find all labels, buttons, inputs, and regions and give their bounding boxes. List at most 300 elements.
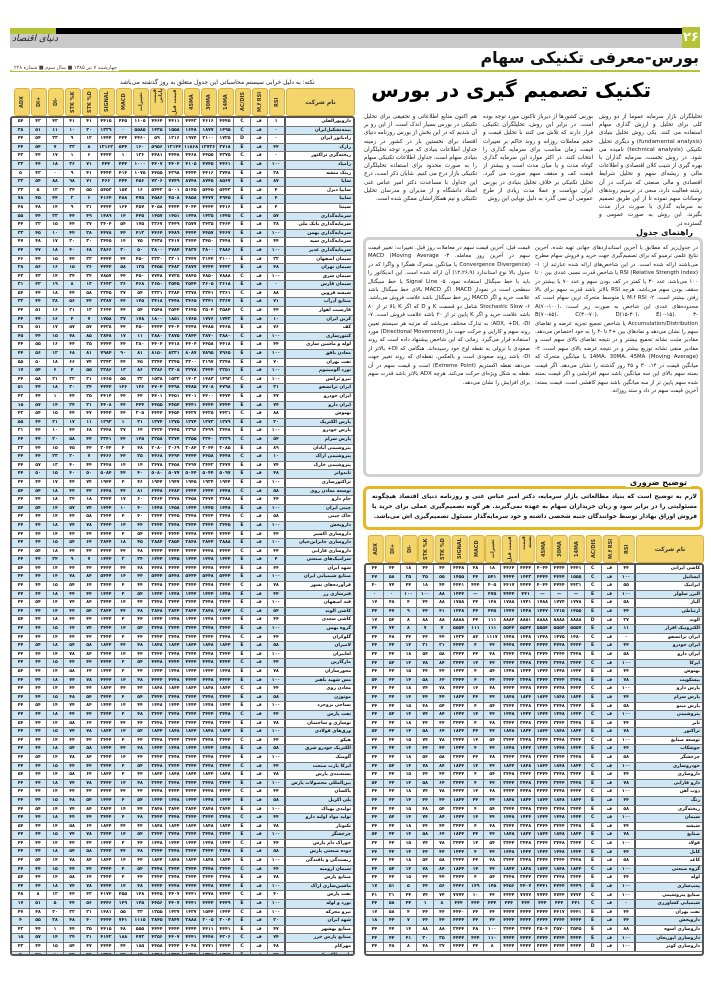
value-cell: ۱۸۴۸ <box>517 763 534 771</box>
value-cell: ۴۸ <box>483 788 500 796</box>
value-cell: ۱۸ <box>46 883 63 891</box>
value-cell: ۲۲۰۱ <box>165 256 182 264</box>
value-cell: ۴۴۴۴ <box>550 943 567 951</box>
value-cell: D <box>584 617 601 625</box>
value-cell: ۱۳۵۵ <box>148 909 165 917</box>
value-cell: ۲۵۸۴ <box>216 307 233 315</box>
table-row <box>12 797 353 806</box>
value-cell: ۴۴ <box>416 599 433 607</box>
value-cell: ۴۰ <box>131 470 148 478</box>
value-cell: ۱۷۵ <box>131 221 148 229</box>
value-cell: E <box>584 591 601 599</box>
value-cell: ۴۴ <box>383 874 400 882</box>
value-cell: ۱۴ <box>46 840 63 848</box>
value-cell: ۴۴۴۴ <box>199 204 216 212</box>
value-cell: ۴۴ <box>416 797 433 805</box>
value-cell: ۴ <box>114 445 131 453</box>
value-cell: ۴۴ <box>267 496 284 504</box>
value-cell: ۴۱۴ <box>114 170 131 178</box>
company-name-cell: سیمان اصفهان <box>284 256 353 264</box>
value-cell: ۴۴ <box>617 745 634 753</box>
value-cell: ۳۳ <box>17 187 24 193</box>
value-cell: E <box>233 728 250 736</box>
value-cell: ۲۸۴۵ <box>148 917 165 925</box>
page-number: ۲۶ <box>682 27 700 48</box>
value-cell: ۴۴ <box>17 660 24 666</box>
value-cell: ۵۱ <box>17 385 24 391</box>
value-cell: ۴۴ <box>63 488 80 496</box>
value-cell: ۱۴۴۸ <box>199 840 216 848</box>
value-cell: ۲۴۴۴ <box>450 677 467 685</box>
value-cell: ۴۴ <box>267 659 284 667</box>
value-cell: ۴۴ <box>29 616 46 624</box>
value-cell: ۴۴ <box>267 840 284 848</box>
company-name-cell: ساپا <box>284 178 353 186</box>
value-cell: ۱۸ <box>46 161 63 169</box>
value-cell: ۶۴ <box>433 831 450 839</box>
value-cell: ۱۴۴۴ <box>216 556 233 564</box>
value-cell: ۲۱۰۰ <box>216 256 233 264</box>
value-cell: ۱۴۴۴ <box>534 711 551 719</box>
value-cell: ۴۴۵۸ <box>199 341 216 349</box>
value-cell: ۷۷۷۷ <box>517 892 534 900</box>
value-cell: ۱۸۴۴ <box>567 831 584 839</box>
value-cell: ۴۴ <box>433 909 450 917</box>
value-cell: ۱۱ <box>46 127 63 135</box>
value-cell: ۵ <box>400 883 417 891</box>
value-cell: ۵۰۴۴ <box>199 470 216 478</box>
value-cell: E <box>233 823 250 831</box>
value-cell: ۱۴۵۵ <box>567 608 584 616</box>
value-cell: ۴۴ <box>383 771 400 779</box>
value-cell: ۱۴ <box>114 806 131 814</box>
value-cell: ۱۰۰ <box>267 831 284 839</box>
value-cell: E <box>233 874 250 882</box>
value-cell: ۷۸ <box>617 831 634 839</box>
value-cell: ۴۸ <box>131 445 148 453</box>
value-cell: ۱۸۴۴ <box>567 728 584 736</box>
value-cell: ۴۲ <box>29 281 46 289</box>
value-cell: ۴۴۰۷ <box>148 161 165 169</box>
value-cell: ۴۴ <box>29 436 46 444</box>
table-row <box>12 213 353 222</box>
value-cell: C <box>584 565 601 573</box>
value-cell: ۱۴۷۵ <box>550 634 567 642</box>
value-cell: ۱۸۴۸ <box>550 866 567 874</box>
company-name-cell: شیمیایی کشاورزی <box>634 900 702 908</box>
table-row <box>12 780 353 789</box>
table-row <box>12 221 353 230</box>
value-cell: ۵۴ <box>80 608 97 616</box>
value-cell: ف <box>601 694 618 702</box>
value-cell: ۱۴۴۴ <box>165 840 182 848</box>
value-cell: ۲۴۴۴ <box>97 513 114 521</box>
value-cell: ۴۴ <box>17 376 24 382</box>
value-cell: ۲۴۴۸ <box>199 582 216 590</box>
value-cell: ۳۳۸۷ <box>97 298 114 306</box>
value-cell: ۵۴ <box>29 806 46 814</box>
left-table-body <box>10 116 355 956</box>
table-row <box>366 599 702 608</box>
value-cell: ۲۵ <box>80 926 97 934</box>
value-cell: ۴۴ <box>17 144 24 150</box>
table-row <box>12 702 353 711</box>
value-cell: ۴۴ <box>416 917 433 925</box>
value-cell: ۱۴۴۸ <box>450 608 467 616</box>
value-cell: ۱۴۴۸ <box>500 634 517 642</box>
value-cell: E <box>233 573 250 581</box>
value-cell: ۴۴۴۱ <box>450 582 467 590</box>
value-cell: ۱۴ <box>114 831 131 839</box>
table-row <box>12 814 353 823</box>
value-cell: ۴۴ <box>63 659 80 667</box>
value-cell: ۱۴ <box>114 754 131 762</box>
value-cell: ۵۸ <box>416 831 433 839</box>
table-row <box>12 608 353 617</box>
value-cell: ۴۴۴۸ <box>550 642 567 650</box>
value-cell: ۴۴ <box>29 711 46 719</box>
value-cell: ف <box>601 831 618 839</box>
value-cell: ۱۸۴۴ <box>500 763 517 771</box>
company-name-cell: کف <box>284 324 353 332</box>
value-cell: ۲۰ <box>46 436 63 444</box>
table-row <box>12 419 353 428</box>
value-cell: ف <box>250 427 267 435</box>
value-cell: ۴۴ <box>131 599 148 607</box>
value-cell: C <box>233 943 250 951</box>
value-cell: ۴۴۴۸ <box>550 685 567 693</box>
value-cell: ۵۴ <box>17 290 24 296</box>
value-cell: ۴۴ <box>17 514 24 520</box>
value-cell: ۱۴۱۵ <box>550 608 567 616</box>
company-name-cell: پاکسان <box>284 788 353 796</box>
value-cell: ۱۴ <box>400 728 417 736</box>
company-name-cell: ایران خودرو <box>634 642 702 650</box>
value-cell: ۱۵ <box>46 728 63 736</box>
value-cell: ۴۸ <box>17 892 24 898</box>
value-cell: ۴۴۵۷ <box>199 230 216 238</box>
company-name-cell: چرخشگر <box>284 831 353 839</box>
value-cell: ۴۴۴۸ <box>165 883 182 891</box>
value-cell: ۴۴۰۸ <box>97 402 114 410</box>
value-cell: ۲۲۷۸ <box>182 367 199 375</box>
table-row <box>12 591 353 600</box>
value-cell: ۳۳ <box>46 135 63 143</box>
value-cell: ۵۴ <box>29 642 46 650</box>
column-header: STK %D <box>435 535 451 563</box>
value-cell: C <box>584 900 601 908</box>
value-cell: ۴۴ <box>17 497 24 503</box>
value-cell: ۴۴ <box>29 659 46 667</box>
company-name-cell: صنایع بهشهر <box>284 926 353 934</box>
value-cell: C <box>584 634 601 642</box>
value-cell: ۲۴۴۸ <box>148 582 165 590</box>
company-name-cell: داروپخش <box>634 917 702 925</box>
value-cell: ۴۴ <box>383 935 400 943</box>
value-cell: ۴۴ <box>433 565 450 573</box>
value-cell: ۲۴۴۴ <box>216 694 233 702</box>
value-cell: ۱۸۴۴ <box>148 771 165 779</box>
value-cell: ۴۴ <box>371 944 378 950</box>
value-cell: ۴۴ <box>467 797 484 805</box>
value-cell: ۱۰۰ <box>617 883 634 891</box>
value-cell: ۴۸ <box>17 204 24 210</box>
value-cell: ۴۴۴۴ <box>216 891 233 899</box>
value-cell: ۳۱ <box>17 428 24 434</box>
value-cell: ۴۴ <box>80 298 97 306</box>
value-cell: ۲۰۴۴ <box>199 445 216 453</box>
value-cell: ۴۴۴۴ <box>182 788 199 796</box>
value-cell: ۳۲۴۸ <box>216 359 233 367</box>
value-cell: ف <box>601 900 618 908</box>
value-cell: ۱۴۴۴ <box>182 702 199 710</box>
value-cell: E <box>233 694 250 702</box>
value-cell: C <box>233 513 250 521</box>
value-cell: ۴ <box>400 599 417 607</box>
value-cell: ۴۹ <box>80 213 97 221</box>
value-cell: ۴۴ <box>114 788 131 796</box>
value-cell: ۳۲ <box>17 299 24 305</box>
value-cell: ۴۸ <box>131 780 148 788</box>
value-cell: ۲۴۴۴ <box>500 780 517 788</box>
value-cell: ۱۴۴۸ <box>165 745 182 753</box>
value-cell: ۲۴۴۴ <box>97 634 114 642</box>
company-name-cell: کنتورسازی <box>284 333 353 341</box>
value-cell: ۲۴۴۸ <box>199 831 216 839</box>
value-cell: C <box>233 737 250 745</box>
value-cell: ۴۴ <box>29 573 46 581</box>
table-row <box>366 874 702 883</box>
value-cell: ۲۴۴۴ <box>182 694 199 702</box>
value-cell: ۷۰ <box>267 359 284 367</box>
value-cell: ۴۴۴۴ <box>199 900 216 908</box>
value-cell: ۲۳۴۵ <box>97 290 114 298</box>
value-cell: ۴۷ <box>267 926 284 934</box>
value-cell: ۴۴۴۸ <box>165 152 182 160</box>
value-cell: ۷۷۴۴ <box>534 892 551 900</box>
value-cell: ۱۴۴۴ <box>148 745 165 753</box>
value-cell: ۴۴۰۴ <box>165 161 182 169</box>
value-cell: E <box>584 874 601 882</box>
table-row <box>12 831 353 840</box>
value-cell: ۱۴ <box>400 711 417 719</box>
company-name-cell: پارس سرام <box>634 694 702 702</box>
value-cell: ۱۴۴۴ <box>216 702 233 710</box>
value-cell: ۲۴۴۴ <box>165 582 182 590</box>
company-name-cell: شهد ایران <box>284 565 353 573</box>
value-cell: ۲۴۴۸ <box>165 754 182 762</box>
company-name-cell: کابل <box>634 849 702 857</box>
value-cell: ۲۸۴۴ <box>165 806 182 814</box>
value-cell: ۲۴۴۴ <box>450 857 467 865</box>
table-row <box>12 298 353 307</box>
value-cell: ۴۴ <box>383 840 400 848</box>
value-cell: ۲۴۴۸ <box>199 720 216 728</box>
value-cell: ۴۰۴۸ <box>182 943 199 951</box>
company-name-cell: سیمان فارس <box>284 281 353 289</box>
table-row <box>12 341 353 350</box>
value-cell: ۶۸ <box>80 427 97 435</box>
value-cell: ۵۰۰۱ <box>165 187 182 195</box>
value-cell: ۴۴۴۴ <box>517 935 534 943</box>
table-row <box>12 247 353 256</box>
value-cell: ۴۴ <box>63 213 80 221</box>
value-cell: ۲۴۴۸ <box>165 780 182 788</box>
value-cell: ۴۴۴۴ <box>500 917 517 925</box>
value-cell: ۵۸ <box>267 745 284 753</box>
value-cell: ۵۴ <box>17 669 24 674</box>
value-cell: ۱۸۴۸ <box>500 694 517 702</box>
value-cell: C <box>233 436 250 444</box>
value-cell: ۱۵ <box>46 256 63 264</box>
table-row <box>12 187 353 196</box>
value-cell: ۴۴ <box>267 307 284 315</box>
value-cell: ۲۸۷۵ <box>165 333 182 341</box>
table-row <box>12 651 353 660</box>
value-cell: ۷۴ <box>63 780 80 788</box>
value-cell: ۴۴۱۵ <box>97 926 114 934</box>
value-cell: ۴۴ <box>17 247 24 253</box>
value-cell: ۰ <box>267 127 284 135</box>
table-note: نکته: به دلیل خرابی سیستم محاسباتی این جدول متعلق به روز گذشته می‌باشد <box>120 79 315 86</box>
value-cell: ۴۴۴۴ <box>199 402 216 410</box>
value-cell: ۱۴ <box>46 651 63 659</box>
company-name-cell: ذوب آهن <box>634 788 702 796</box>
value-cell: ۲۴۴۴ <box>450 926 467 934</box>
value-cell: ۴۴۴۴ <box>534 909 551 917</box>
value-cell: ۴۴۱۸ <box>216 341 233 349</box>
value-cell: ۲۷ <box>114 290 131 298</box>
value-cell: ۴۴ <box>131 668 148 676</box>
value-cell: ۳۳۴۱ <box>199 298 216 306</box>
value-cell: ۴۴۵ <box>131 213 148 221</box>
company-name-cell: خوراک دام پارس <box>284 840 353 848</box>
value-cell: ۱۴۴۴ <box>450 668 467 676</box>
value-cell: ۴۴۴۸ <box>165 677 182 685</box>
value-cell: ۴۴ <box>371 660 378 666</box>
value-cell: C <box>233 376 250 384</box>
value-cell: ۴۴ <box>63 479 80 487</box>
value-cell: ۱۷ <box>17 901 24 907</box>
value-cell: ۴۴ <box>267 591 284 599</box>
value-cell: ۱۴۲۵ <box>148 127 165 135</box>
value-cell: ۲۱ <box>80 376 97 384</box>
company-name-cell: کربن ایران <box>284 316 353 324</box>
value-cell: ۴۴ <box>17 436 24 442</box>
value-cell: ۱۴۴۸ <box>182 213 199 221</box>
company-name-cell: نفت پارس <box>284 711 353 719</box>
table-row <box>366 608 702 617</box>
value-cell: ۱۸ <box>46 616 63 624</box>
value-cell: ۱۸۴۴ <box>567 763 584 771</box>
value-cell: ۵۶ <box>29 350 46 358</box>
value-cell: ۱۷ <box>17 368 24 374</box>
column-header: 14MA <box>218 88 234 116</box>
value-cell: ۱۴ <box>114 883 131 891</box>
value-cell: ۴۴۴۴ <box>182 883 199 891</box>
value-cell: ف <box>250 127 267 135</box>
company-name-cell: ریخته‌گری تراکتور <box>284 152 353 160</box>
value-cell: ۴۴۸۵ <box>182 384 199 392</box>
value-cell: ۸۴ <box>80 806 97 814</box>
value-cell: ۲۴۴۴ <box>97 694 114 702</box>
value-cell: ۳۴۴۴ <box>97 814 114 822</box>
value-cell: ۵۴ <box>131 625 148 633</box>
value-cell: ۱۴۵۵ <box>450 574 467 582</box>
value-cell: ۸۸ <box>416 926 433 934</box>
value-cell: ۴۴۴۸ <box>148 659 165 667</box>
value-cell: ۱۰۰ <box>267 625 284 633</box>
value-cell: ۴۵۶ <box>131 178 148 186</box>
value-cell: E <box>584 771 601 779</box>
value-cell: ۴۴ <box>371 566 378 571</box>
value-cell: ۱۴۴۴ <box>517 668 534 676</box>
value-cell: ۱۵ <box>400 874 417 882</box>
company-name-cell: پارس دارو <box>634 685 702 693</box>
value-cell: ف <box>250 806 267 814</box>
value-cell: ۴۴۴۴ <box>97 548 114 556</box>
value-cell: ۱۱ <box>80 419 97 427</box>
value-cell: ۱۴ <box>46 402 63 410</box>
value-cell: ف <box>250 462 267 470</box>
value-cell: ۲۴۴۴ <box>97 831 114 839</box>
value-cell: ف <box>250 505 267 513</box>
value-cell: ۱۴۴۴ <box>97 135 114 143</box>
value-cell: ۱۸ <box>400 788 417 796</box>
value-cell: ۴۴ <box>29 788 46 796</box>
value-cell: ۲۴۴۸ <box>97 427 114 435</box>
value-cell: ۴۴ <box>17 454 24 460</box>
value-cell: ۳۴۴۸ <box>199 763 216 771</box>
value-cell: ف <box>250 316 267 324</box>
value-cell: ۱۴۴۸ <box>199 797 216 805</box>
value-cell: ۲۴۴۸ <box>517 806 534 814</box>
value-cell: ۴۴ <box>80 634 97 642</box>
value-cell: ۲۲۳۹ <box>216 436 233 444</box>
value-cell: E <box>233 264 250 272</box>
value-cell: ۲۴۹۷ <box>182 462 199 470</box>
value-cell: ۴۴ <box>131 616 148 624</box>
value-cell: ف <box>250 659 267 667</box>
value-cell: ۴۴ <box>433 849 450 857</box>
value-cell: ۱۱ <box>131 333 148 341</box>
value-cell: ف <box>250 831 267 839</box>
value-cell: ۳۴۴۴ <box>450 771 467 779</box>
value-cell: ۱۴۴۴ <box>450 591 467 599</box>
value-cell: ف <box>250 539 267 547</box>
disclaimer-title: توضیح ضروری <box>626 478 691 487</box>
column-header: MACD <box>469 535 485 563</box>
value-cell: ۲۴۴۸ <box>517 660 534 668</box>
value-cell: ۴۴ <box>17 849 24 855</box>
table-row <box>12 410 353 419</box>
value-cell: ف <box>601 677 618 685</box>
value-cell: ۴۴ <box>17 832 24 838</box>
value-cell: ۱۷۲۵ <box>216 135 233 143</box>
table-row <box>366 943 702 952</box>
value-cell: ۴۴ <box>80 866 97 874</box>
value-cell: ۱۶ <box>46 307 63 315</box>
value-cell: ۴۴ <box>114 470 131 478</box>
value-cell: ۴۲۵۶ <box>148 934 165 942</box>
value-cell: ۴۴ <box>267 788 284 796</box>
company-name-cell: دوده صنعتی پارس <box>284 848 353 856</box>
value-cell: ۵۴ <box>63 745 80 753</box>
value-cell: ۴۴ <box>63 814 80 822</box>
value-cell: ۵۵ <box>17 213 24 219</box>
value-cell: ۱۴۴۷ <box>534 608 551 616</box>
value-cell: ۸۴ <box>433 660 450 668</box>
